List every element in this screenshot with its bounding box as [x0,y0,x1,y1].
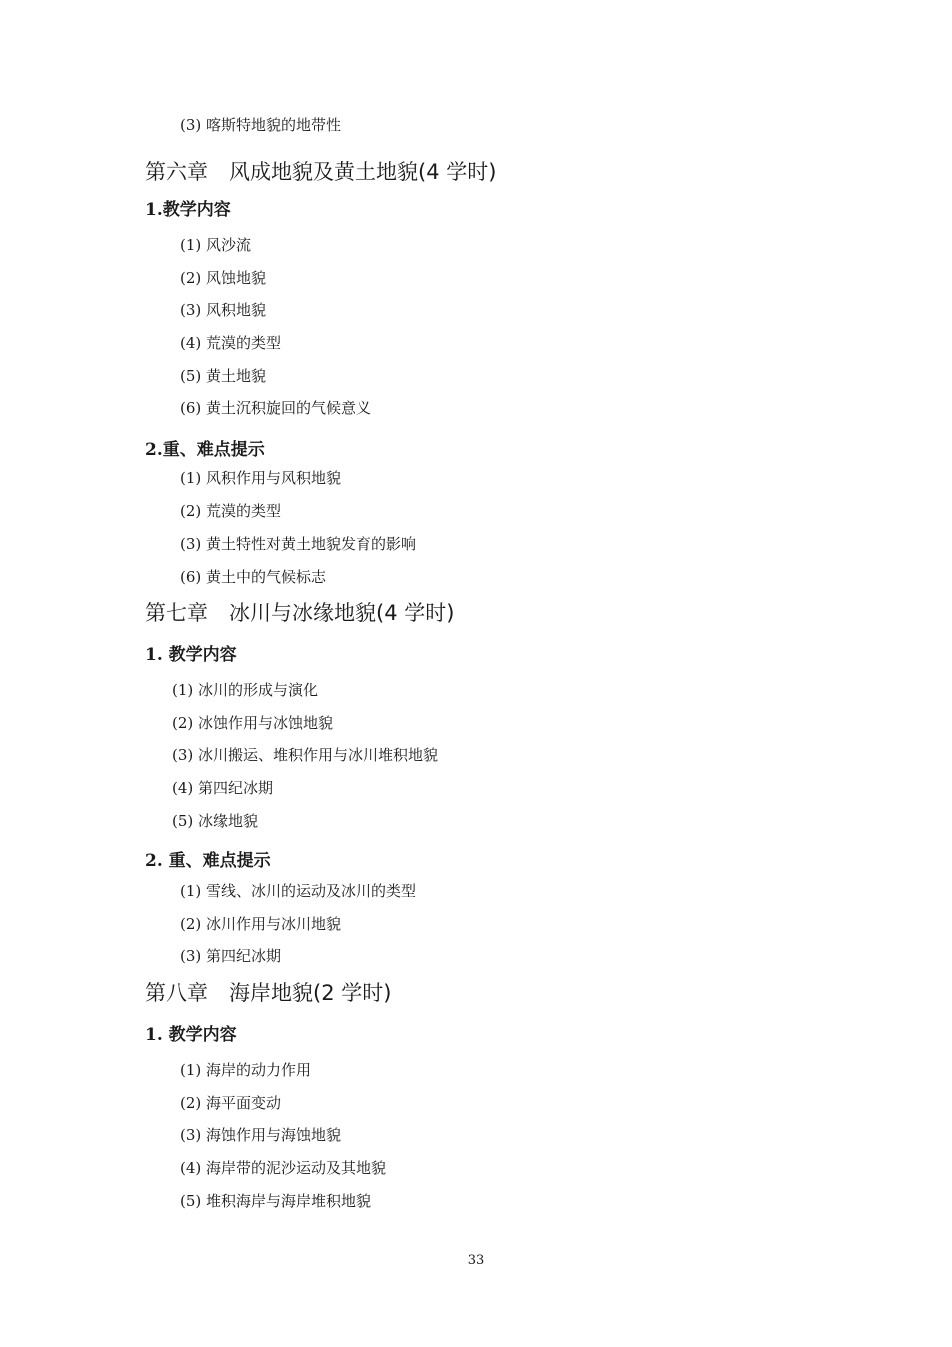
section-heading: 2.重、难点提示 [145,440,265,460]
page-number: 33 [467,1253,485,1268]
list-item: (1) 冰川的形成与演化 [172,681,319,699]
section-heading: 1. 教学内容 [145,645,237,665]
chapter-title: 第六章 风成地貌及黄土地貌(4 学时) [145,160,497,184]
list-item: (1) 雪线、冰川的运动及冰川的类型 [180,882,417,900]
list-item: (3) 冰川搬运、堆积作用与冰川堆积地貌 [172,746,439,764]
list-item: (3) 第四纪冰期 [180,947,282,965]
list-item: (6) 黄土中的气候标志 [180,568,327,586]
list-item: (4) 海岸带的泥沙运动及其地貌 [180,1159,387,1177]
list-item: (3) 喀斯特地貌的地带性 [180,116,342,134]
list-item: (4) 第四纪冰期 [172,779,274,797]
list-item: (3) 风积地貌 [180,301,267,319]
section-heading: 2. 重、难点提示 [145,851,271,871]
list-item: (5) 黄土地貌 [180,367,267,385]
list-item: (1) 风积作用与风积地貌 [180,469,342,487]
list-item: (5) 冰缘地貌 [172,812,259,830]
list-item: (3) 黄土特性对黄土地貌发育的影响 [180,535,417,553]
list-item: (1) 风沙流 [180,236,252,254]
chapter-title: 第八章 海岸地貌(2 学时) [145,981,392,1005]
list-item: (2) 冰蚀作用与冰蚀地貌 [172,714,334,732]
section-heading: 1.教学内容 [145,200,231,220]
section-heading: 1. 教学内容 [145,1025,237,1045]
list-item: (2) 海平面变动 [180,1094,282,1112]
list-item: (2) 冰川作用与冰川地貌 [180,915,342,933]
list-item: (5) 堆积海岸与海岸堆积地貌 [180,1192,372,1210]
list-item: (2) 风蚀地貌 [180,269,267,287]
list-item: (4) 荒漠的类型 [180,334,282,352]
list-item: (2) 荒漠的类型 [180,502,282,520]
chapter-title: 第七章 冰川与冰缘地貌(4 学时) [145,601,455,625]
list-item: (1) 海岸的动力作用 [180,1061,312,1079]
list-item: (6) 黄土沉积旋回的气候意义 [180,399,372,417]
list-item: (3) 海蚀作用与海蚀地貌 [180,1126,342,1144]
